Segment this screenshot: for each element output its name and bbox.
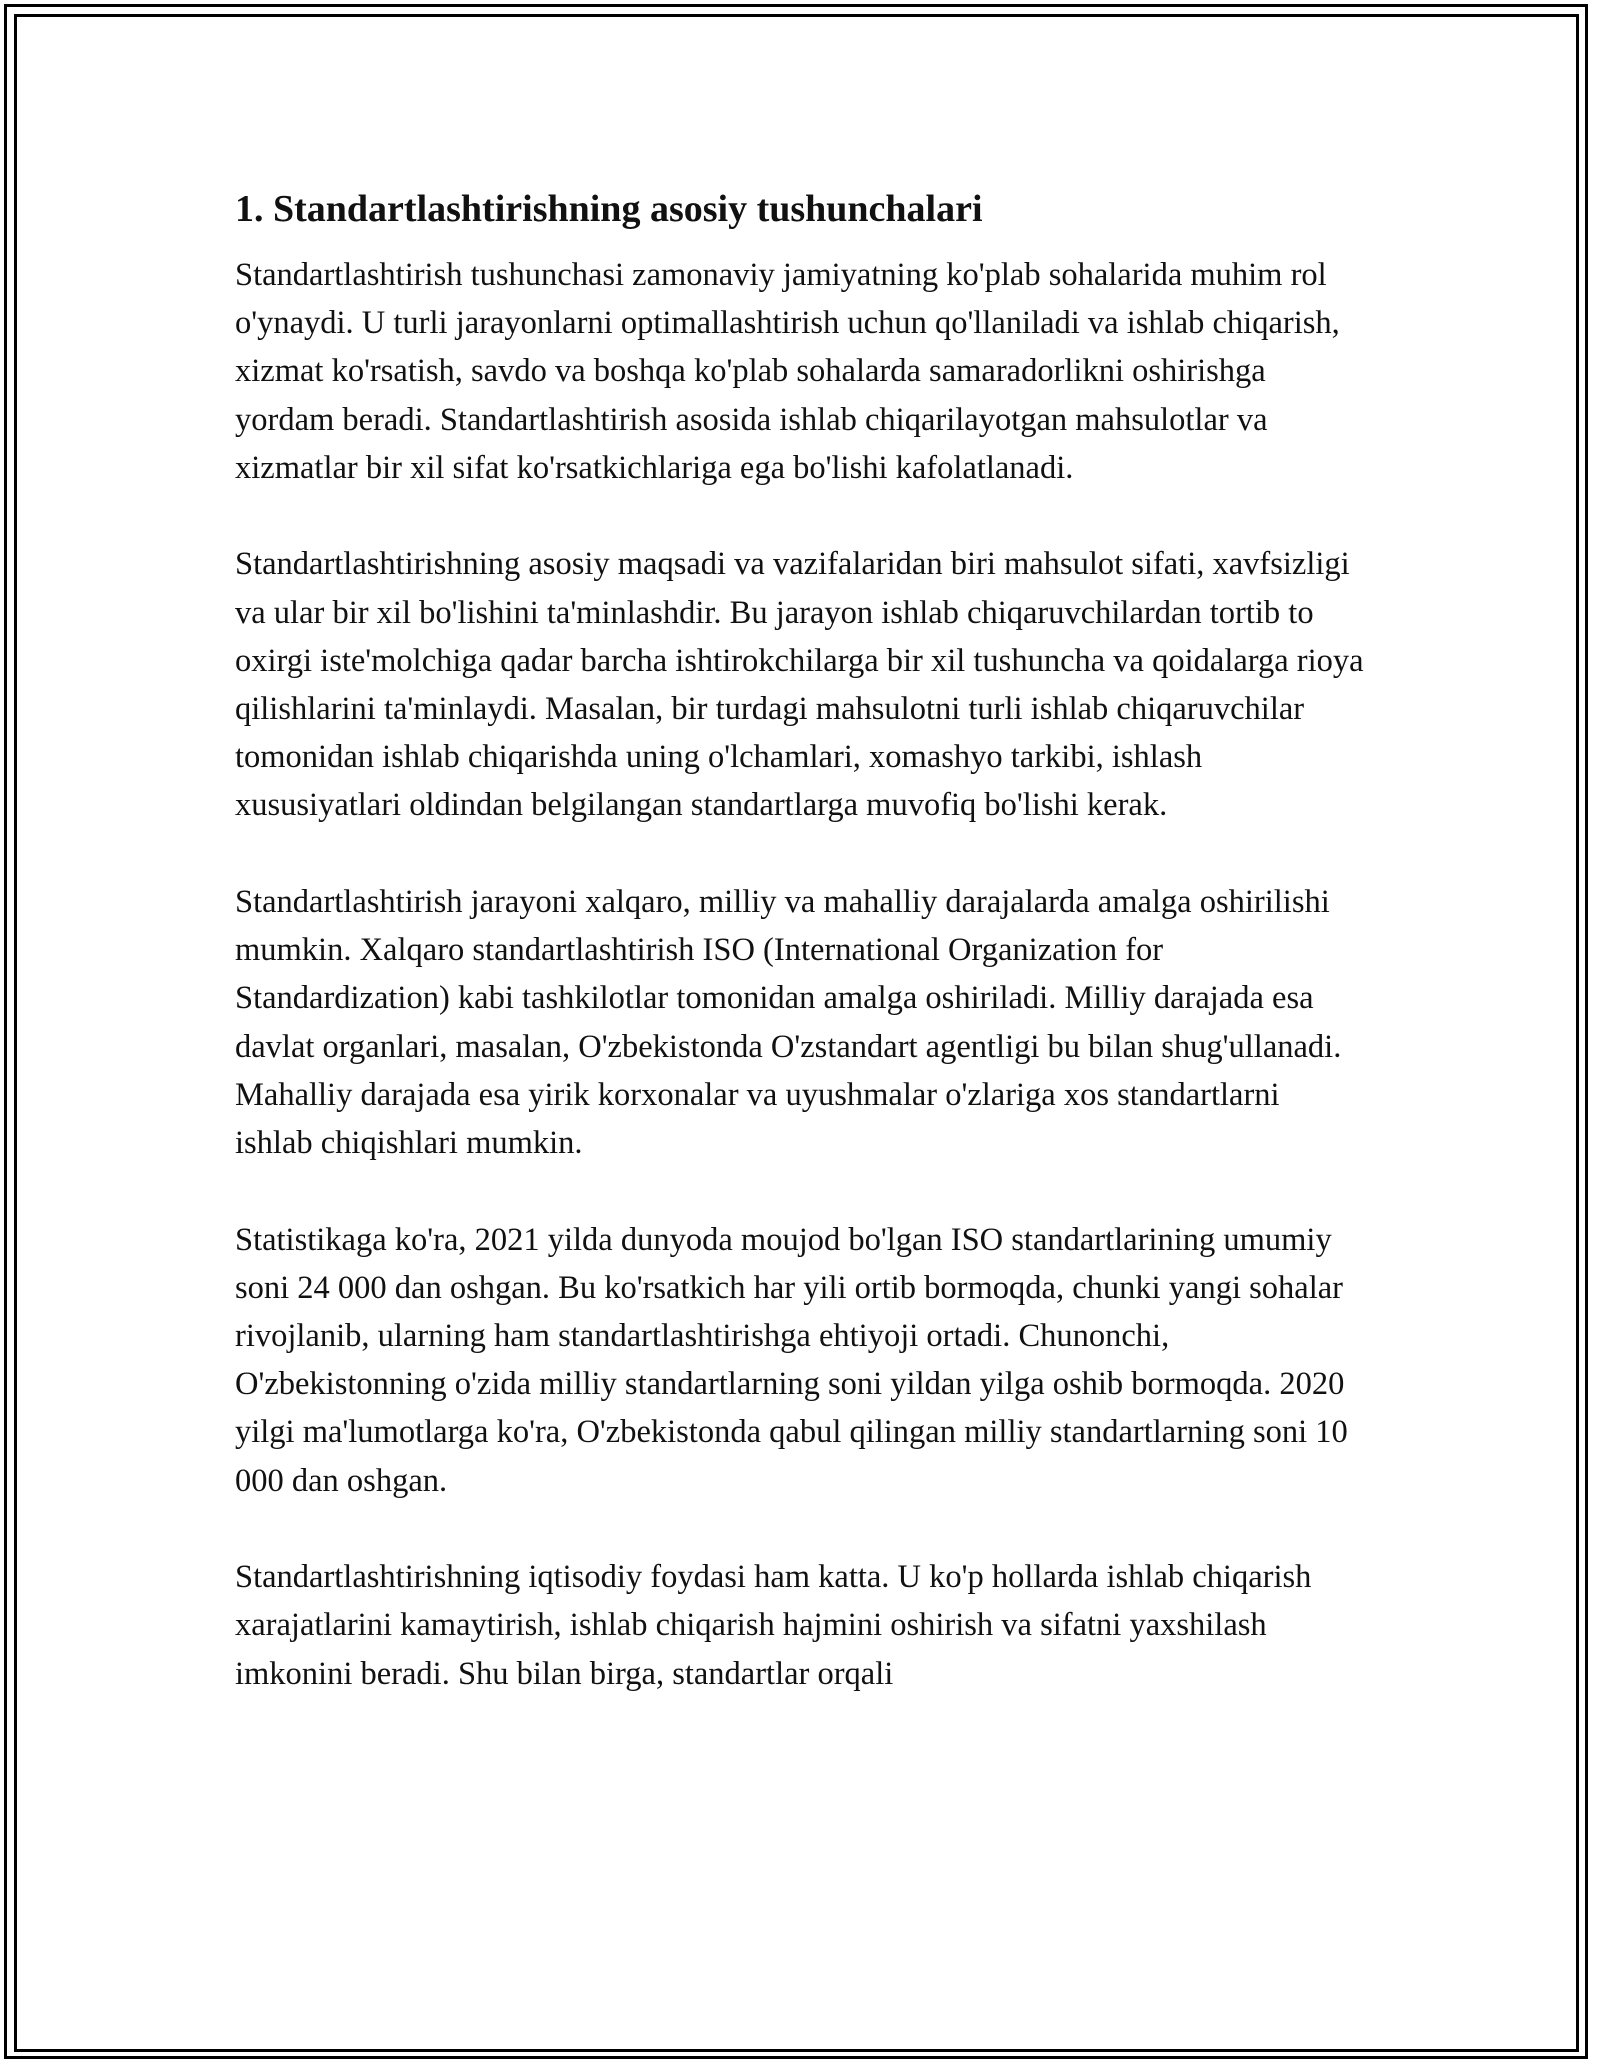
paragraph-3: Standartlashtirish jarayoni xalqaro, milliy va mahalliy darajalarda amalga oshirilishi mumkin. Xalqaro standartlashtirish ISO (International Organization for Standardization) kabi tashkilotlar tomonidan amalga oshiriladi. Milliy darajada esa davlat organlari, masalan, O'zbekistonda O'zstandart agentligi bu bilan shug'ullanadi. Mahalliy darajada esa yirik korxonalar va uyushmalar o'zlariga xos standartlarni ishlab chiqishlari mumkin.	[235, 884, 1342, 1162]
paragraph-4: Statistikaga ko'ra, 2021 yilda dunyoda moujod bo'lgan ISO standartlarining umumiy soni 24 000 dan oshgan. Bu ko'rsatkich har yili ortib bormoqda, chunki yangi sohalar rivojlanib, ularning ham standartlashtirishga ehtiyoji ortadi. Chunonchi, O'zbekistonning o'zida milliy standartlarning soni yildan yilga oshib bormoqda. 2020 yilgi ma'lumotlarga ko'ra, O'zbekistonda qabul qilingan milliy standartlarning soni 10 000 dan oshgan.	[235, 1221, 1348, 1499]
paragraph-2: Standartlashtirishning asosiy maqsadi va vazifalaridan biri mahsulot sifati, xavfsizligi va ular bir xil bo'lishini ta'minlashdir. Bu jarayon ishlab chiqaruvchilardan tortib to oxirgi iste'molchiga qadar barcha ishtirokchilarga bir xil tushuncha va qoidalarga rioya qilishlarini ta'minlaydi. Masalan, bir turdagi mahsulotni turli ishlab chiqaruvchilar tomonidan ishlab chiqarishda uning o'lchamlari, xomashyo tarkibi, ishlash xususiyatlari oldindan belgilangan standartlarga muvofiq bo'lishi kerak.	[235, 546, 1364, 824]
paragraph-1: Standartlashtirish tushunchasi zamonaviy jamiyatning ko'plab sohalarida muhim rol o'ynaydi. U turli jarayonlarni optimallashtirish uchun qo'llaniladi va ishlab chiqarish, xizmat ko'rsatish, savdo va boshqa ko'plab sohalarda samaradorlikni oshirishga yordam beradi. Standartlashtirish asosida ishlab chiqarilayotgan mahsulotlar va xizmatlar bir xil sifat ko'rsatkichlariga ega bo'lishi kafolatlanadi.	[235, 257, 1340, 486]
section-heading: 1. Standartlashtirishning asosiy tushunchalari	[235, 188, 983, 230]
paragraph-5: Standartlashtirishning iqtisodiy foydasi ham katta. U ko'p hollarda ishlab chiqarish xarajatlarini kamaytirish, ishlab chiqarish hajmini oshirish va sifatni yaxshilash imkonini beradi. Shu bilan birga, standartlar orqali	[235, 1559, 1312, 1692]
document-body	[235, 185, 1365, 1746]
